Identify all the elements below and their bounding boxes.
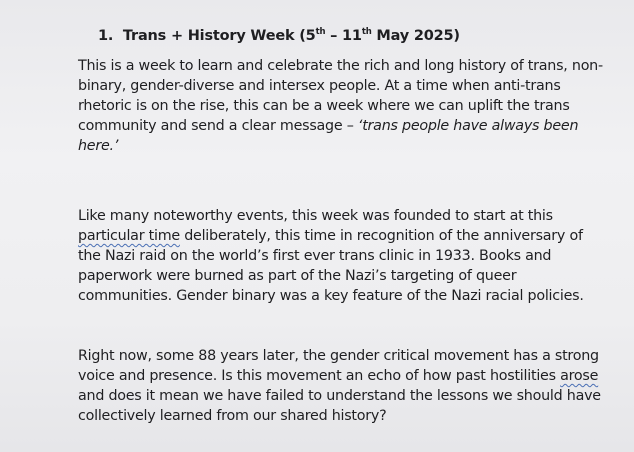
- heading-title-end: May 2025): [371, 28, 460, 44]
- paragraph-line: rhetoric is on the rise, this can be a week where we can uplift the trans: [78, 98, 570, 114]
- heading-superscript-1: th: [315, 27, 326, 37]
- heading-superscript-2: th: [361, 27, 372, 37]
- heading-number: 1.: [98, 28, 114, 44]
- paragraph-line: collectively learned from our shared history?: [78, 408, 387, 424]
- paragraph-line: the Nazi raid on the world’s first ever trans clinic in 1933. Books and: [78, 248, 552, 264]
- paragraph-line: Right now, some 88 years later, the gender critical movement has a strong: [78, 348, 599, 364]
- paragraph-text: voice and presence. Is this movement an echo of how past hostilities: [78, 368, 561, 384]
- quote-text: ‘trans people have always been: [357, 118, 579, 134]
- paragraph-line: Like many noteworthy events, this week was founded to start at this: [78, 208, 553, 224]
- quote-text-end: here.’: [78, 138, 119, 154]
- paragraph-line: This is a week to learn and celebrate the rich and long history of trans, non-: [78, 58, 603, 74]
- spellcheck-underlined-text[interactable]: arose: [560, 368, 599, 384]
- section-heading: [98, 27, 460, 44]
- paragraph-reflection: [78, 346, 601, 426]
- paragraph-line: paperwork were burned as part of the Nazi’s targeting of queer: [78, 268, 517, 284]
- paragraph-line: [78, 226, 598, 246]
- heading-title-mid: – 11: [325, 28, 362, 44]
- paragraph-line: [78, 366, 598, 386]
- heading-title-start: Trans + History Week (5: [122, 28, 316, 44]
- paragraph-origin: [78, 206, 598, 306]
- paragraph-text: community and send a clear message –: [78, 118, 358, 134]
- paragraph-line: [78, 136, 598, 156]
- paragraph-line: and does it mean we have failed to understand the lessons we should have: [78, 388, 601, 404]
- paragraph-text: deliberately, this time in recognition of the anniversary of: [179, 228, 583, 244]
- spellcheck-underlined-text[interactable]: particular time: [78, 228, 180, 244]
- paragraph-line: [78, 116, 598, 136]
- paragraph-line: communities. Gender binary was a key feature of the Nazi racial policies.: [78, 288, 584, 304]
- paragraph-intro: [78, 56, 603, 156]
- paragraph-line: binary, gender-diverse and intersex people. At a time when anti-trans: [78, 78, 561, 94]
